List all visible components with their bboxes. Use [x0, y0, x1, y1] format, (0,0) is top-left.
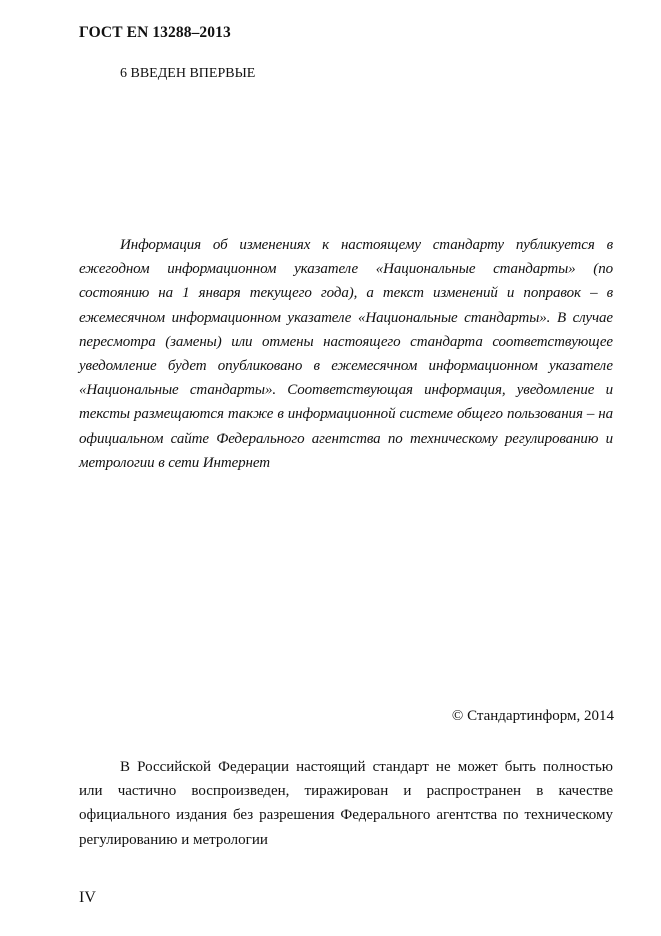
document-header: ГОСТ EN 13288–2013 [79, 24, 231, 41]
page-number: IV [79, 889, 96, 906]
reproduction-restriction-paragraph: В Российской Федерации настоящий стандарт не может быть полностью или частично воспроизведен, тиражирован и распространен в качестве официального издания без разрешения Федерального агентства по техническому регулированию и метрологии [79, 759, 613, 848]
amendments-info-paragraph: Информация об изменениях к настоящему стандарту публикуется в ежегодном информационном указателе «Национальные стандарты» (по состоянию на 1 января текущего года), а текст изменений и поправок – в ежемесячном информационном указателе «Национальные стандарты». В случае пересмотра (замены) или отмены настоящего стандарта соответствующее уведомление будет опубликовано в ежемесячном информационном указателе «Национальные стандарты». Соответствующая информация, уведомление и тексты размещаются также в информационной системе общего пользования – на официальном сайте Федерального агентства по техническому регулированию и метрологии в сети Интернет [79, 237, 613, 471]
copyright-notice: © Стандартинформ, 2014 [451, 708, 614, 724]
introduced-first-note: 6 ВВЕДЕН ВПЕРВЫЕ [120, 66, 256, 81]
